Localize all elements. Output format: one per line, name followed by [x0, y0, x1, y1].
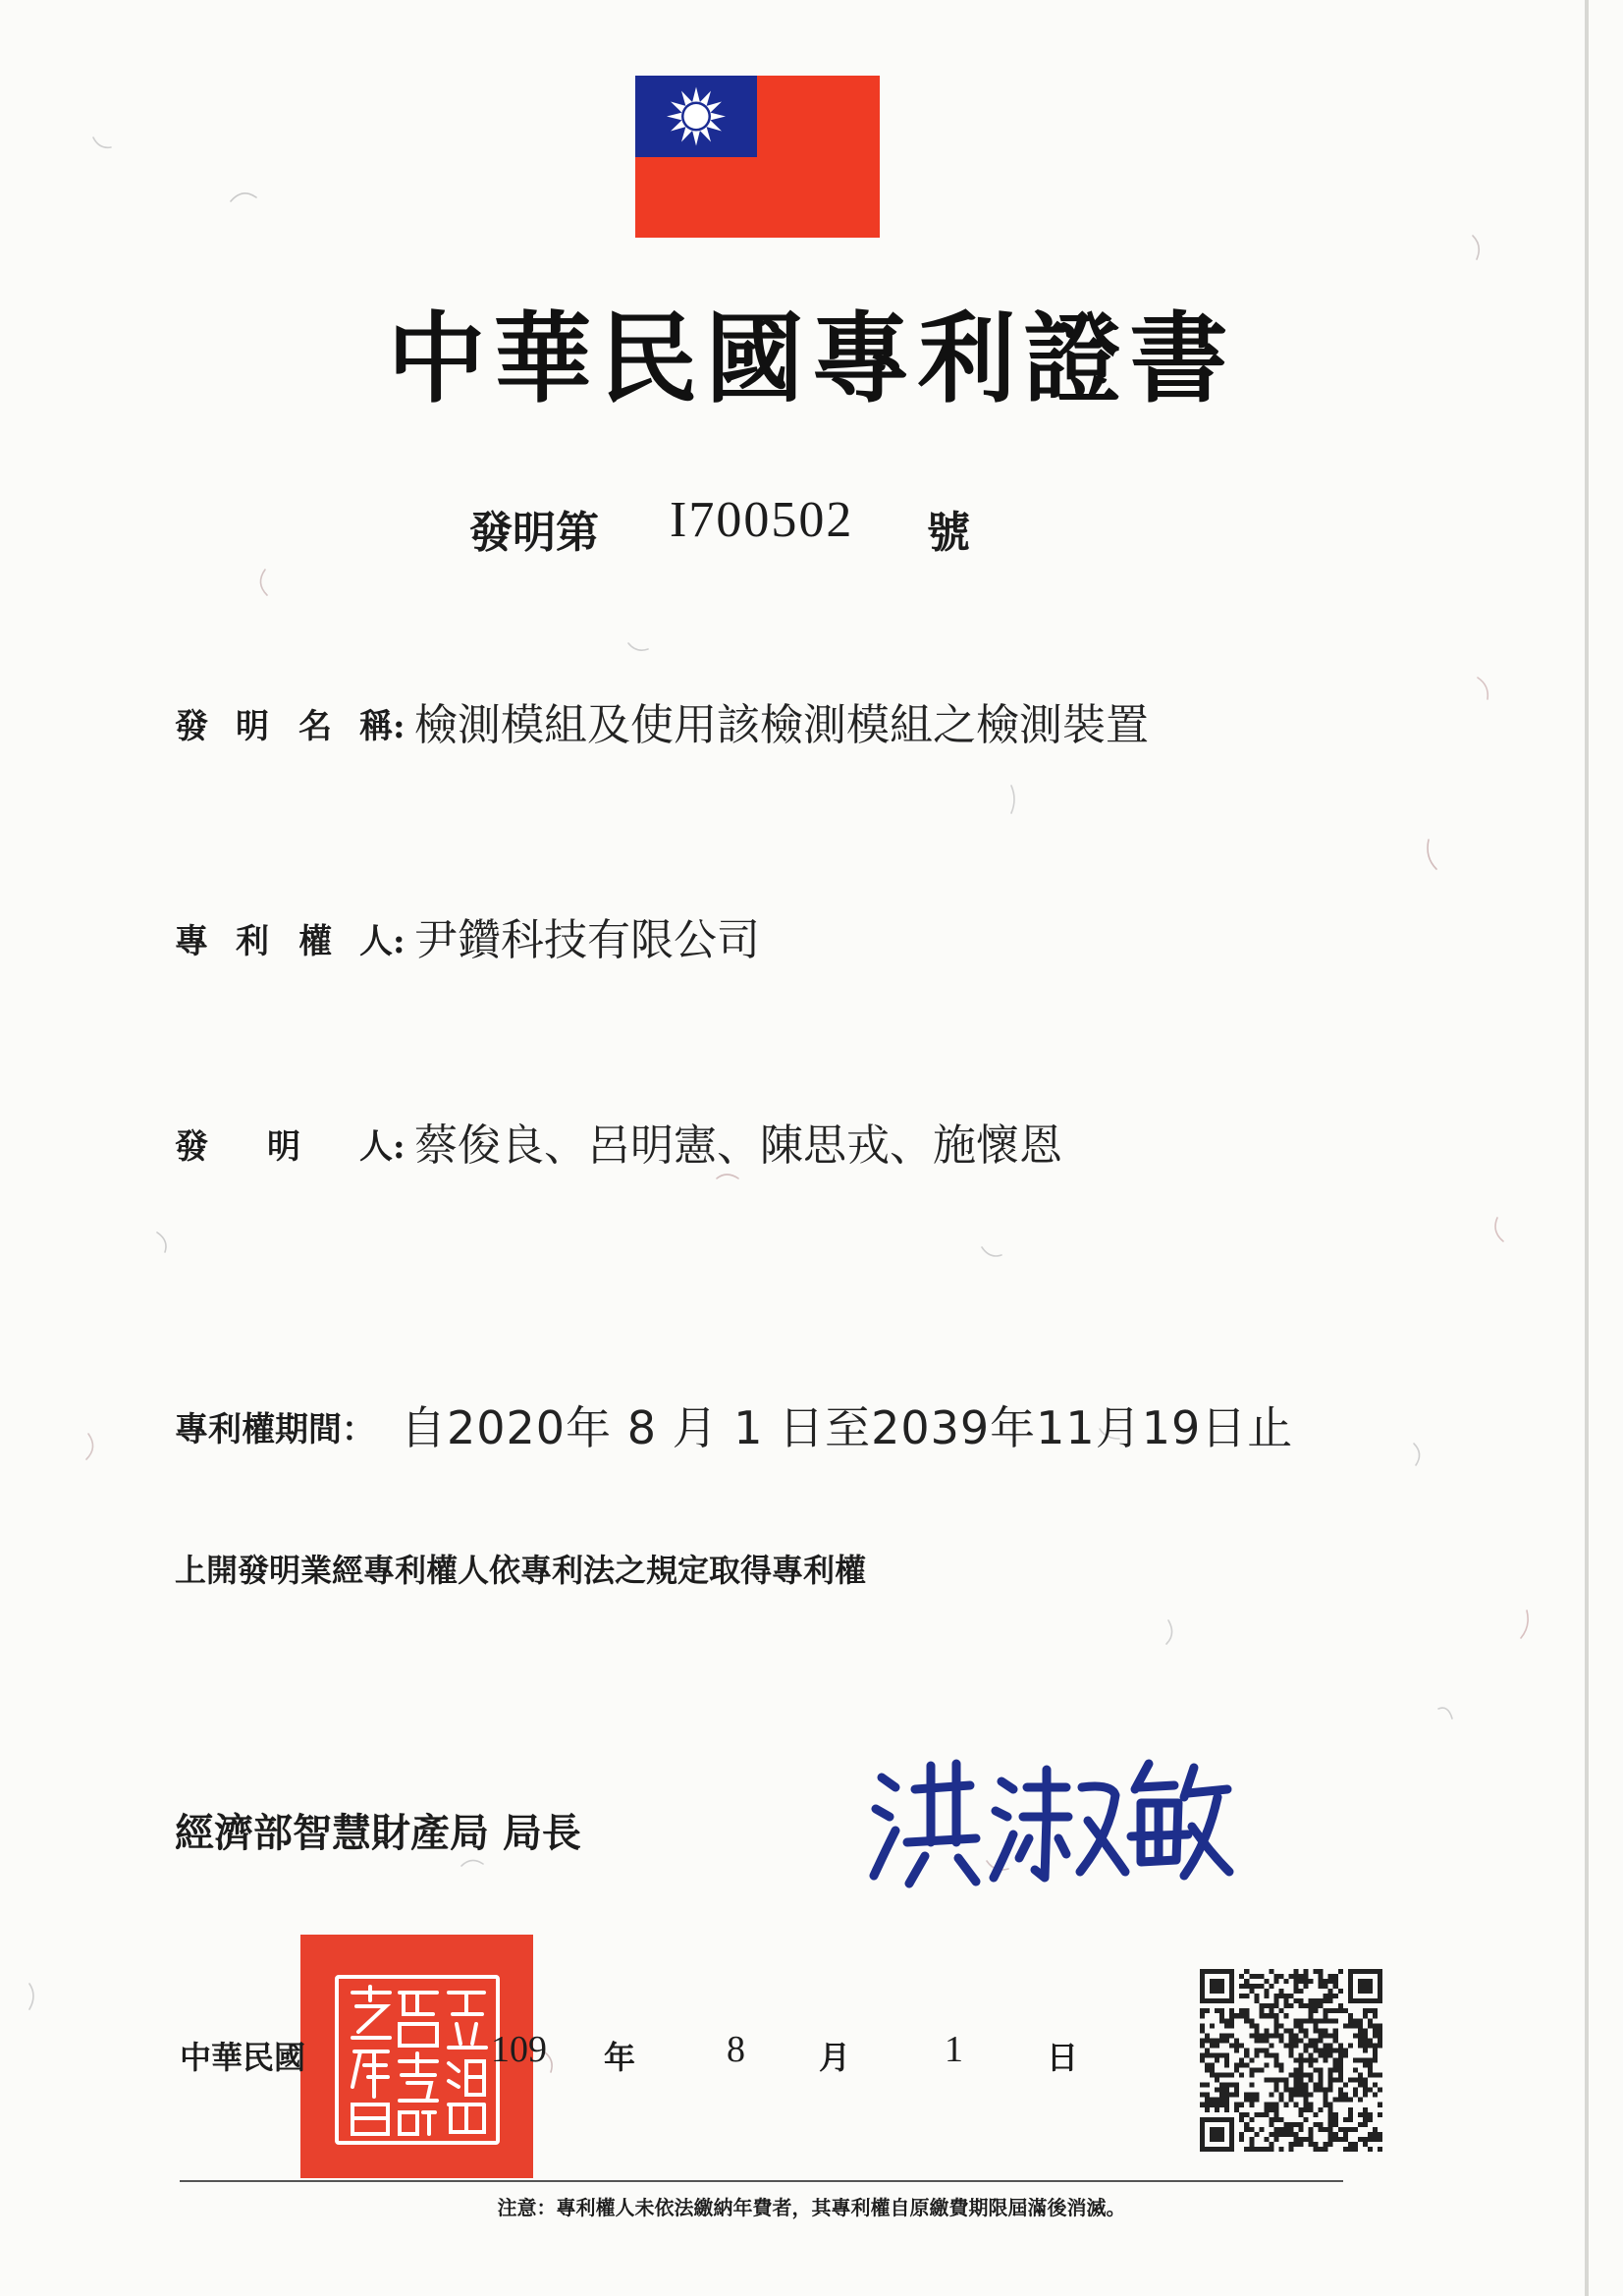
issue-date-day-unit: 日 [1047, 2039, 1079, 2076]
certificate-number: I700502 [670, 492, 854, 548]
patentee-value: 尹鑽科技有限公司 [414, 915, 760, 965]
issuing-office-title: 經濟部智慧財產局 局長 [175, 1810, 581, 1856]
issue-date-era: 中華民國 [180, 2039, 306, 2076]
seal-border [335, 1975, 500, 2145]
seal-glyphs [339, 1979, 496, 2141]
sun-emblem-icon [635, 76, 757, 157]
patentee-label: 專 利 權 人: [175, 922, 406, 961]
inventor-label: 發 明 人: [175, 1127, 406, 1167]
invention-name-value: 檢測模組及使用該檢測模組之檢測裝置 [414, 700, 1149, 750]
certificate-title: 中華民國專利證書 [387, 301, 1236, 416]
certificate-number-suffix: 號 [927, 508, 970, 558]
issue-date-month: 8 [727, 2029, 745, 2070]
issue-date-year-unit: 年 [604, 2039, 636, 2076]
national-flag-icon [635, 76, 880, 238]
issue-date-year: 109 [491, 2029, 547, 2070]
inventor-value: 蔡俊良、呂明憲、陳思戎、施懷恩 [414, 1121, 1062, 1171]
qr-code-icon [1200, 1969, 1382, 2152]
footer-divider [180, 2180, 1343, 2182]
patent-term-value: 自2020年 8 月 1 日至2039年11月19日止 [401, 1401, 1294, 1454]
certificate-number-prefix: 發明第 [469, 508, 599, 558]
grant-statement: 上開發明業經專利權人依專利法之規定取得專利權 [175, 1552, 867, 1589]
invention-name-label: 發 明 名 稱: [175, 707, 406, 746]
issue-date-month-unit: 月 [819, 2039, 851, 2076]
issue-date-day: 1 [945, 2029, 963, 2070]
director-signature [864, 1748, 1237, 1915]
flag-canton [635, 76, 757, 157]
footer-note: 注意：專利權人未依法繳納年費者，其專利權自原繳費期限屆滿後消滅。 [497, 2196, 1126, 2219]
patent-term-label: 專利權期間： [175, 1410, 375, 1449]
